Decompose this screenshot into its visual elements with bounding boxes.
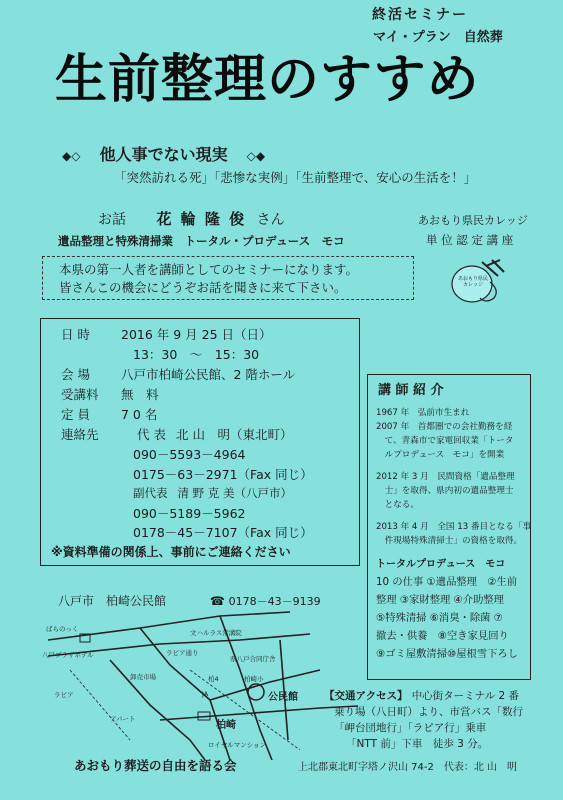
access-heading: 【交通アクセス】 [324,690,408,702]
tagline-deco-right: ◇◆ [246,149,266,163]
profile-heading: 講 師 紹 介 [378,383,444,398]
fee-value: 無 料 [121,387,159,402]
business-line: 10 の仕事 ①遺品整理 ②生前 [376,576,518,588]
intro-box [42,256,414,300]
profile-line: 2007 年 首都圏での会社勤務を経 [376,422,513,432]
speaker [98,208,285,229]
capacity-label: 定 員 [61,407,90,422]
access-line-2: 乗り場（八日町）より、市営バス「数行 [334,706,523,718]
intro-line-1: 本県の第一人者を講師としてのセミナーになります。 [59,262,359,277]
map-label: 文ハルラス常溝院 [190,629,242,637]
rep-tel: 0175－63－2971（Fax 同じ） [133,467,313,482]
access-line-4: 「NTT 前」下車 徒歩 3 分。 [346,738,489,750]
map-label: 公民館 [268,692,298,703]
business-line: ⑤特殊清掃 ⑥消臭・除菌 ⑦ [376,612,503,624]
quote-text: 「突然訪れる死」「悲惨な実例」「生前整理で、安心の生活を！」 [114,170,477,185]
college-course: 単 位 認 定 講 座 [426,233,514,247]
map-label: 県八戸合同庁舎 [230,655,276,663]
map-label: JA [202,690,209,698]
date-label: 日 時 [61,327,90,342]
college-name: あおもり県民カレッジ [418,214,528,227]
subtitle: マイ・プラン 自然葬 [373,30,503,45]
map-label: 卸売市場 [130,673,156,681]
college-logo-text: あおもり県民カレッジ [458,276,489,288]
profile-line: 1967 年 弘前市生まれ [376,408,470,418]
profile-line: 士」を取得、県内初の遺品整理士 [376,486,514,496]
map-label: ロイヤルマンション [208,741,266,749]
vice-mobile: 090－5189－5962 [133,506,246,521]
business-heading: トータルプロデュース モコ [376,559,506,570]
time-value: 13：30 ～ 15：30 [133,347,260,362]
profile-line: となる。 [376,500,419,510]
date-value: 2016 年 9 月 25 日（日） [121,327,272,342]
footer-org: あおもり葬送の自由を語る会 [74,758,237,773]
venue-label: 会 場 [61,367,90,382]
date-row [61,325,272,343]
business-line: 整理 ③家財整理 ④介助整理 [376,594,504,606]
vice-title: 副代表 [133,486,168,500]
business-line: 撤去・供養 ⑧空き家見回り [376,630,509,642]
rep-name: 北 山 明（東北町） [175,427,293,442]
series-label: 終活セミナー [372,7,468,23]
venue-row [61,365,295,383]
speaker-ohanashi: お話 [98,212,126,228]
vice-tel: 0178－45－7107（Fax 同じ） [133,525,313,540]
map-label: 柏崎 [216,720,236,731]
profile-line: 2013 年 4 月 全国 13 番目となる「事 [376,522,532,532]
intro-line-2: 皆さんこの機会にどうぞお話を聞きに来て下さい。 [59,280,347,295]
details-box [40,318,360,566]
vice-row [133,485,292,501]
rep-title: 代 表 [137,427,166,442]
speaker-name: 花 輪 隆 俊 [156,210,247,228]
contact-row [61,425,292,443]
map-place: 八戸市 柏崎公民館 [58,594,167,608]
business-line: ⑨ゴミ屋敷清掃⑩屋根雪下ろし [376,648,519,660]
map-label: ラピア通り [166,649,199,657]
fee-label: 受講料 [61,387,99,402]
map-label: ラピア [54,691,74,699]
map-label: ばらのっく [46,625,79,633]
access-line-1 [324,688,519,703]
map-label: 柏崎小 [244,675,264,683]
access-section [324,688,560,752]
capacity-row [61,405,157,423]
access-map [40,610,358,760]
speaker-role: 遺品整理と特殊清掃業 トータル・プロデュース モコ [58,234,345,248]
profile-line: ルプロデュース モコ」を開業 [376,450,505,460]
profile-line: て、青森市で家電回収業「トータ [376,436,514,446]
fee-row [61,385,159,403]
page-title: 生前整理のすすめ [55,49,480,110]
access-line-3: 「岬台団地行」「ラピア行」乗車 [334,722,487,734]
tagline-text: 他人事でない現実 [99,145,228,164]
tagline [62,142,265,165]
tagline-deco-left: ◆◇ [62,149,81,163]
note: ※資料準備の関係上、事前にご連絡ください [51,545,291,559]
rep-mobile: 090－5593－4964 [133,447,246,462]
map-phone: 0178－43－9139 [228,595,321,608]
contact-label: 連絡先 [61,427,99,442]
profile-line: 件現場特殊清掃士」の資格を取得。 [376,536,523,546]
venue-value: 八戸市柏崎公民館、2 階ホール [121,367,296,382]
college-logo [440,256,520,304]
speaker-san: さん [256,212,285,228]
profile-line: 2012 年 3 月 民間資格「遺品整理 [376,472,515,482]
profile-box [367,374,531,680]
map-label: 八戸プラザホテル [42,651,94,659]
map-label: アパート [110,715,136,723]
footer-address: 上北郡東北町字塔ノ沢山 74-2 代表：北 山 明 [298,762,518,773]
phone-icon: ☎ [209,594,225,608]
vice-name: 清 野 克 美（八戸市） [177,486,292,500]
map-header [58,592,321,609]
map-label: 柏4 [208,675,219,683]
capacity-value: 7 0 名 [121,407,158,422]
access-line-1a: 中心街ターミナル 2 番 [411,690,520,702]
